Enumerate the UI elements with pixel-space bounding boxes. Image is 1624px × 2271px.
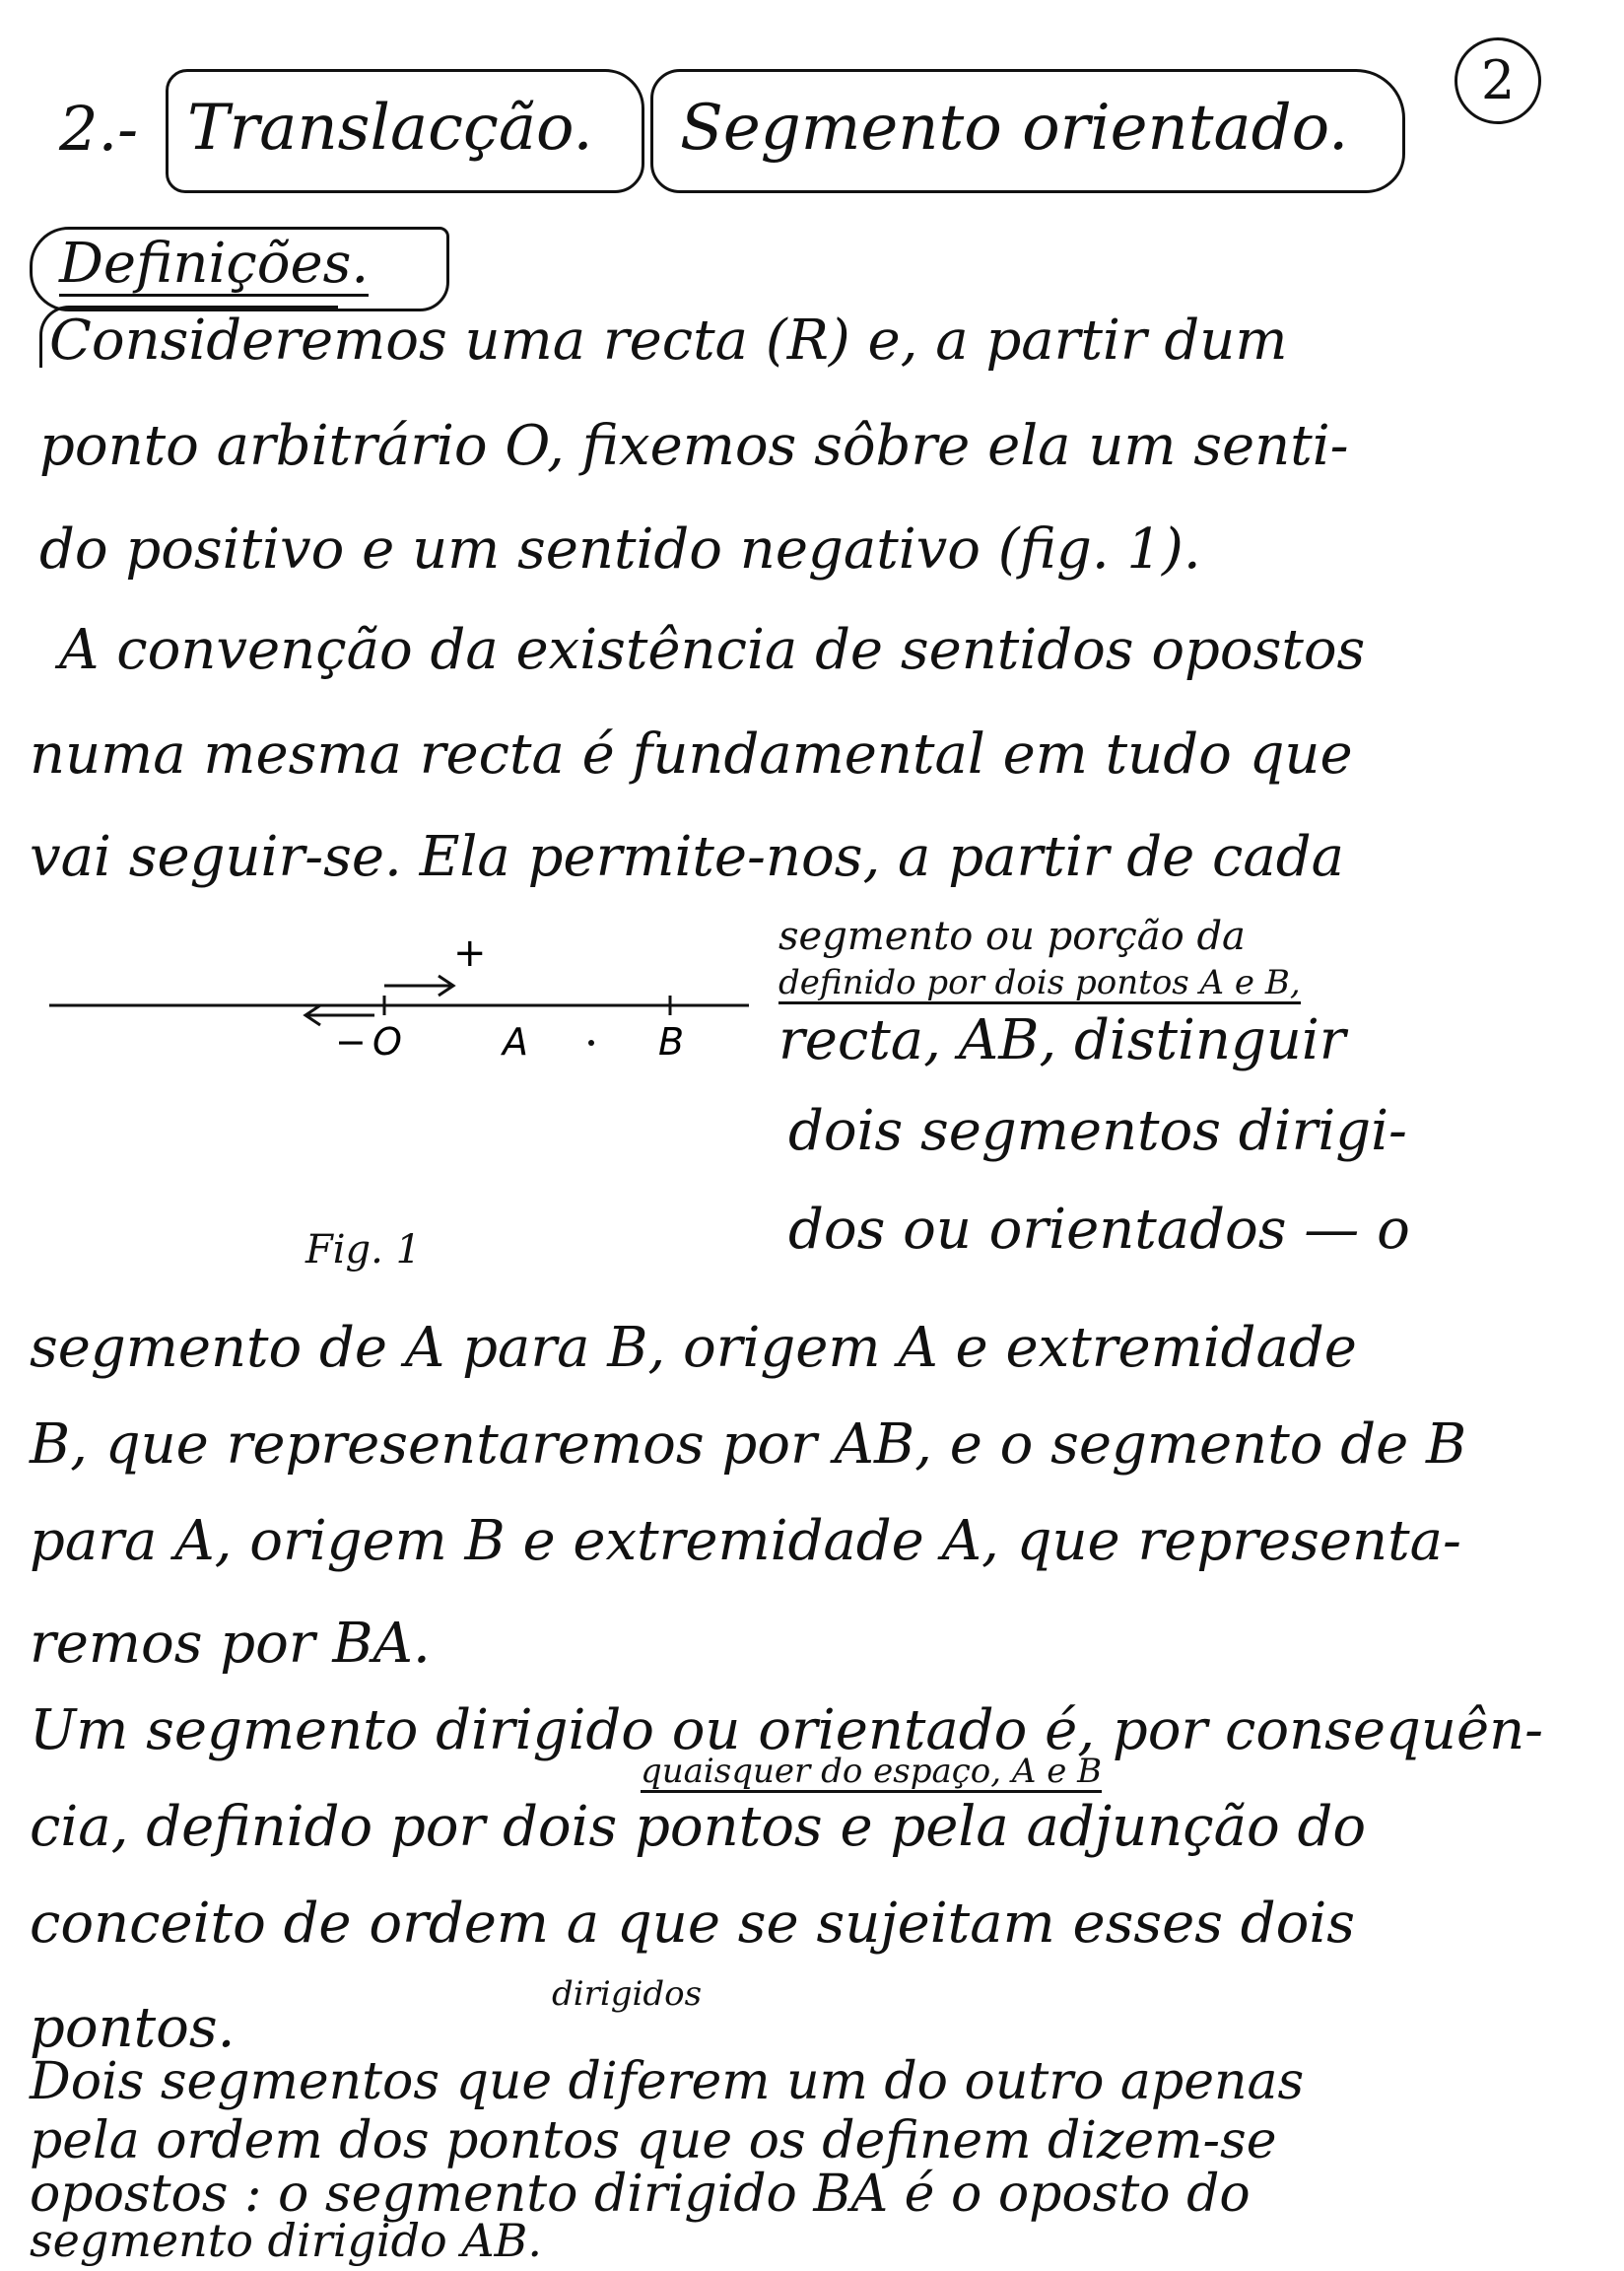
a-label: A	[503, 1020, 528, 1064]
text-line-7a: segmento ou porção da	[778, 914, 1246, 959]
text-line-21: segmento dirigido AB.	[30, 2214, 542, 2267]
text-line-18: Dois segmentos que diferem um do outro apenas	[30, 2052, 1305, 2111]
text-line-6: vai seguir-se. Ela permite-nos, a partir de cada	[30, 825, 1344, 889]
section-number: 2.-	[59, 93, 139, 165]
text-line-9: dos ou orientados — o	[788, 1198, 1410, 1262]
text-line-3: do positivo e um sentido negativo (fig. 1).	[39, 517, 1201, 582]
subtitle: Segmento orientado.	[680, 92, 1349, 165]
text-line-7c: recta, AB, distinguir	[778, 1008, 1346, 1072]
mid-dot	[588, 1040, 594, 1046]
text-line-15: cia, definido por dois pontos e pela adjunção do	[30, 1795, 1367, 1859]
text-line-14b: quaisquer do espaço, A e B	[641, 1752, 1103, 1791]
text-line-8: dois segmentos dirigi-	[788, 1099, 1407, 1163]
text-line-10: segmento de A para B, origem A e extremidade	[30, 1316, 1357, 1380]
text-line-17b: dirigidos	[552, 1974, 703, 2014]
text-line-1: Consideremos uma recta (R) e, a partir dum	[49, 309, 1288, 373]
text-line-14: Um segmento dirigido ou orientado é, por consequên-	[30, 1698, 1544, 1762]
text-line-19: pela ordem dos pontos que os definem dizem-se	[30, 2111, 1277, 2170]
figure-1	[39, 927, 769, 1134]
text-line-7b: definido por dois pontos A e B,	[778, 963, 1301, 1002]
text-line-2: ponto arbitrário O, fixemos sôbre ela um senti-	[39, 414, 1349, 478]
page-number: 2	[1455, 37, 1541, 124]
minus-label: −	[335, 1020, 367, 1064]
section-label: Definições.	[59, 232, 370, 296]
text-line-17: pontos.	[30, 1996, 236, 2060]
text-line-13: remos por BA.	[30, 1612, 431, 1676]
text-line-12: para A, origem B e extremidade A, que representa-	[30, 1509, 1461, 1573]
text-line-20: opostos : o segmento dirigido BA é o oposto do	[30, 2165, 1251, 2224]
text-line-5: numa mesma recta é fundamental em tudo que	[30, 723, 1353, 787]
text-line-4: A convenção da existência de sentidos opostos	[59, 618, 1366, 682]
origin-label: O	[372, 1020, 402, 1064]
plus-label: +	[453, 930, 487, 976]
b-label: B	[658, 1020, 685, 1064]
title: Translacção.	[187, 92, 593, 165]
text-line-16: conceito de ordem a que se sujeitam esses dois	[30, 1892, 1355, 1956]
text-line-11: B, que representaremos por AB, e o segmento de B	[30, 1412, 1467, 1477]
figure-caption: Fig. 1	[305, 1227, 422, 1273]
